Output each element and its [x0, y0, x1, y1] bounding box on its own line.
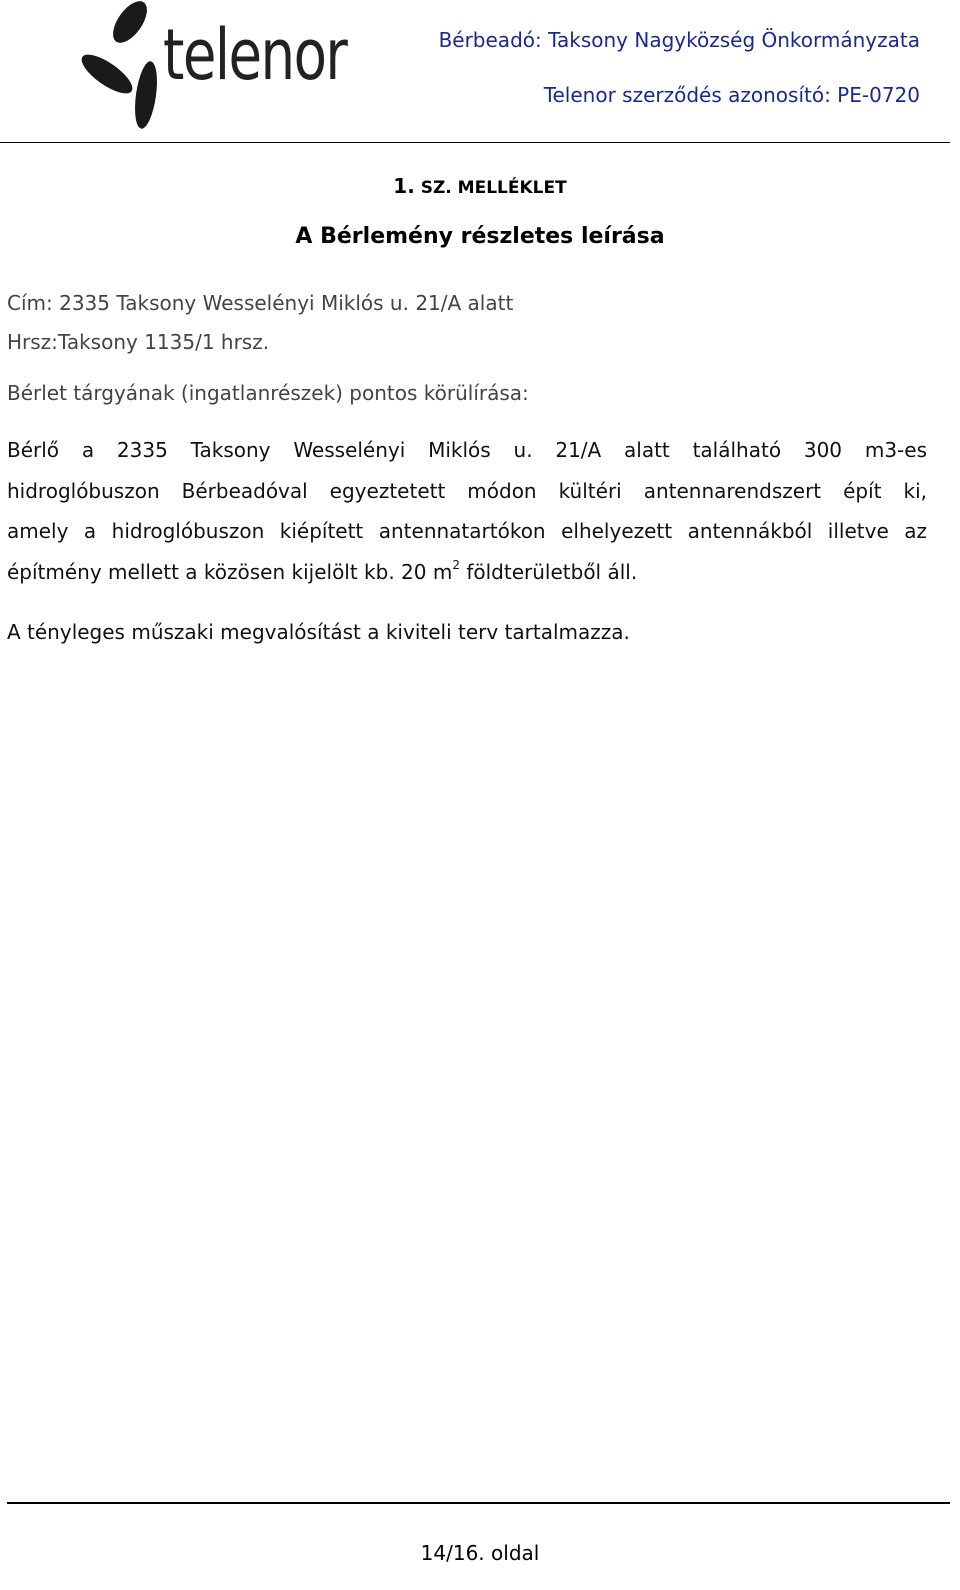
annex-number: 1. — [393, 174, 415, 198]
lessor-line: Bérbeadó: Taksony Nagyközség Önkormányzata — [438, 28, 920, 52]
description-paragraph — [7, 430, 927, 592]
address-line: Cím: 2335 Taksony Wesselényi Miklós u. 21/A alatt — [7, 291, 514, 315]
description-line-1: Bérlő a 2335 Taksony Wesselényi Miklós u. 21/A alatt található 300 m3-es — [7, 438, 927, 462]
closing-line: A tényleges műszaki megvalósítást a kiviteli terv tartalmazza. — [7, 620, 630, 644]
contract-id-line: Telenor szerződés azonosító: PE-0720 — [543, 83, 920, 107]
description-line-4-end: földterületből áll. — [459, 559, 638, 584]
parcel-line: Hrsz:Taksony 1135/1 hrsz. — [7, 330, 270, 354]
description-line-4-start: építmény mellett a közösen kijelölt kb. 20 m — [7, 559, 453, 584]
annex-subtitle: A Bérlemény részletes leírása — [295, 224, 665, 249]
square-superscript: 2 — [452, 557, 460, 572]
description-line-2: hidroglóbuszon Bérbeadóval egyeztetett módon kültéri antennarendszert épít ki, — [7, 478, 927, 503]
subject-heading: Bérlet tárgyának (ingatlanrészek) pontos körülírása: — [7, 381, 529, 405]
header-divider — [0, 142, 950, 143]
footer-divider — [7, 1502, 950, 1504]
annex-title — [0, 174, 960, 198]
description-line-3: amely a hidroglóbuszon kiépített antennatartókon elhelyezett antennákból illetve az — [7, 519, 927, 543]
logo-wordmark: telenor — [163, 14, 347, 96]
annex-label: SZ. MELLÉKLET — [420, 178, 567, 198]
page-number: 14/16. oldal — [420, 1541, 540, 1565]
description-line-4 — [7, 552, 927, 593]
